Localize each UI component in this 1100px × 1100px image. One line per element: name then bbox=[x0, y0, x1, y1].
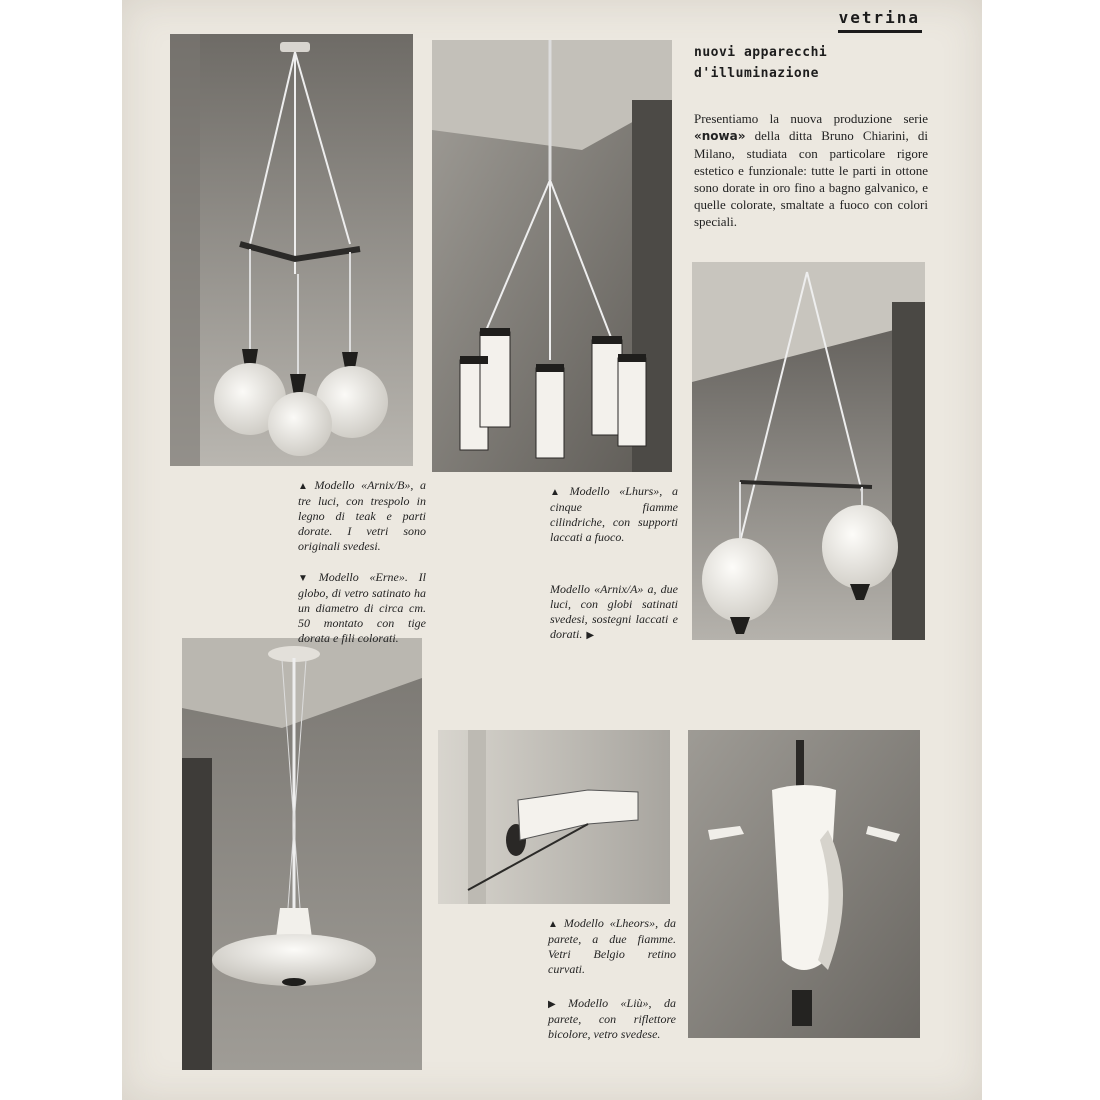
photo-lheors bbox=[438, 730, 670, 904]
photo-liu bbox=[688, 730, 920, 1038]
caption-lhurs-text: Modello «Lhurs», a cinque fiamme cilindriche, con supporti laccati a fuoco. bbox=[550, 484, 678, 544]
caption-lheors bbox=[548, 916, 676, 977]
triangle-down-icon: ▼ bbox=[298, 573, 316, 584]
caption-erne bbox=[298, 570, 426, 646]
section-rule bbox=[838, 30, 922, 33]
photo-arnix-a-image bbox=[692, 262, 925, 640]
photo-erne bbox=[182, 638, 422, 1070]
triangle-up-icon: ▲ bbox=[550, 487, 567, 498]
caption-arnix-b-text: Modello «Arnix/B», a tre luci, con trespolo in legno di teak e parti dorate. I vetri sono originali svedesi. bbox=[298, 478, 426, 553]
title-line-1: nuovi apparecchi bbox=[694, 45, 828, 60]
triangle-up-icon: ▲ bbox=[548, 919, 561, 930]
article-title bbox=[694, 42, 894, 84]
photo-liu-image bbox=[688, 730, 920, 1038]
caption-lhurs bbox=[550, 484, 678, 545]
caption-liu bbox=[548, 996, 676, 1042]
photo-erne-image bbox=[182, 638, 422, 1070]
photo-lhurs-image bbox=[432, 40, 672, 472]
caption-arnix-a-text: Modello «Arnix/A» a, due luci, con globi satinati svedesi, sostegni laccati e dorati. bbox=[550, 582, 678, 641]
photo-arnix-a bbox=[692, 262, 925, 640]
intro-text-start: Presentiamo la nuova produzione serie bbox=[694, 111, 928, 126]
triangle-right-icon: ▶ bbox=[586, 630, 595, 641]
triangle-up-icon: ▲ bbox=[298, 481, 312, 492]
section-label: vetrina bbox=[838, 8, 920, 27]
caption-erne-text: Modello «Erne». Il globo, di vetro satinato ha un diametro di circa cm. 50 montato con tige dorata e fili colorati. bbox=[298, 570, 426, 645]
caption-arnix-b bbox=[298, 478, 426, 554]
photo-lheors-image bbox=[438, 730, 670, 904]
photo-lhurs bbox=[432, 40, 672, 472]
caption-lheors-text: Modello «Lheors», da parete, a due fiamme. Vetri Belgio retino curvati. bbox=[548, 916, 676, 976]
photo-arnix-b bbox=[170, 34, 413, 466]
title-line-2: d'illuminazione bbox=[694, 66, 819, 81]
triangle-right-icon: ▶ bbox=[548, 999, 566, 1010]
caption-arnix-a bbox=[550, 582, 678, 643]
intro-paragraph bbox=[694, 110, 928, 230]
brand-name: «nowa» bbox=[694, 129, 746, 143]
photo-arnix-b-image bbox=[170, 34, 413, 466]
caption-liu-text: Modello «Liù», da parete, con riflettore bicolore, vetro svedese. bbox=[548, 996, 676, 1041]
intro-text-end: della ditta Bruno Chiarini, di Milano, studiata con particolare rigore estetico e funzionale: tutte le parti in ottone sono dorate in oro fino a bagno galvanico, e quelle colorate, smaltate a fuoco con colori speciali. bbox=[694, 128, 928, 229]
